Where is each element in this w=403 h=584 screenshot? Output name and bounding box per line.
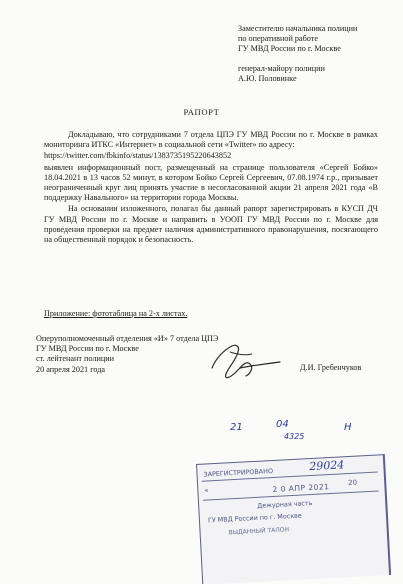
recipient-line: по оперативной работе <box>238 34 318 44</box>
stamp-registration-number: 29024 <box>308 458 345 474</box>
recipient-name: А.Ю. Половинке <box>238 73 297 83</box>
signature-icon <box>206 338 284 384</box>
stamp-department: Дежурная часть <box>257 498 313 510</box>
handwritten-day: 21 <box>230 422 243 433</box>
attachment-text: Приложение: фототаблица на 2-х листах. <box>44 309 188 318</box>
stamp-registered-label: ЗАРЕГИСТРИРОВАНО <box>203 466 274 479</box>
signer-position: Оперуполномоченный отделения «И» 7 отдела ЦПЭ <box>36 334 219 343</box>
document-title: РАПОРТ <box>183 107 220 117</box>
signer-department: ГУ МВД России по г. Москве <box>36 344 139 354</box>
twitter-url: https://twitter.com/fbkinfo/status/1383735195220643852 <box>44 151 232 161</box>
stamp-date: 2 0 АПР 2021 <box>272 482 330 495</box>
handwritten-month: 04 <box>276 419 289 430</box>
stamp-day-mark: « <box>204 486 209 495</box>
report-date: 20 апреля 2021 года <box>36 364 106 374</box>
stamp-organization: ГУ МВД России по г. Москве <box>207 511 302 525</box>
signer-rank: ст. лейтенант полиции <box>36 354 115 364</box>
recipient-line: Заместителю начальника полиции <box>238 24 358 33</box>
stamp-year: 20 <box>347 478 358 488</box>
paragraph-request: На основании изложенного, полагал бы данный рапорт зарегистрировать в КУСП ДЧ ГУ МВД России по г. Москве и направить в УООП ГУ МВД России по г. Москве для проведения проверки на предмет наличия административного правонарушения, посягающего на общественный порядок и безопасность. <box>44 204 378 245</box>
handwritten-annotation <box>228 416 368 450</box>
paragraph-intro: Докладываю, что сотрудниками 7 отдела ЦПЭ ГУ МВД России по г. Москве в рамках мониторинга ИТКС «Интернет» в социальной сети «Twitter» по адресу: <box>44 130 378 150</box>
attachment-note <box>44 309 374 318</box>
recipient-rank: генерал-майору полиции <box>238 63 325 73</box>
handwritten-number: 4325 <box>284 432 305 441</box>
paragraph-details: выявлен информационный пост, размещенный на странице пользователя «Сергей Бойко» 18.04.2021 в 13 часов 52 минут, в котором Бойко Сергей Сергеевич, 07.08.1974 г.р., призывает неограниченный круг лиц принять участие в несогласованной акции 21 апреля 2021 года «В поддержку Навального» на территории города Москвы. <box>44 162 378 203</box>
report-body <box>44 130 378 245</box>
signer-name: Д.И. Гребенчуков <box>300 363 362 372</box>
recipient-line: ГУ МВД России по г. Москве <box>238 44 341 54</box>
handwritten-letter: Н <box>344 422 352 433</box>
registration-stamp <box>196 454 391 584</box>
stamp-extra-text: ВЫДАННЫЙ ТАЛОН <box>228 526 290 537</box>
recipient-block <box>238 24 400 84</box>
